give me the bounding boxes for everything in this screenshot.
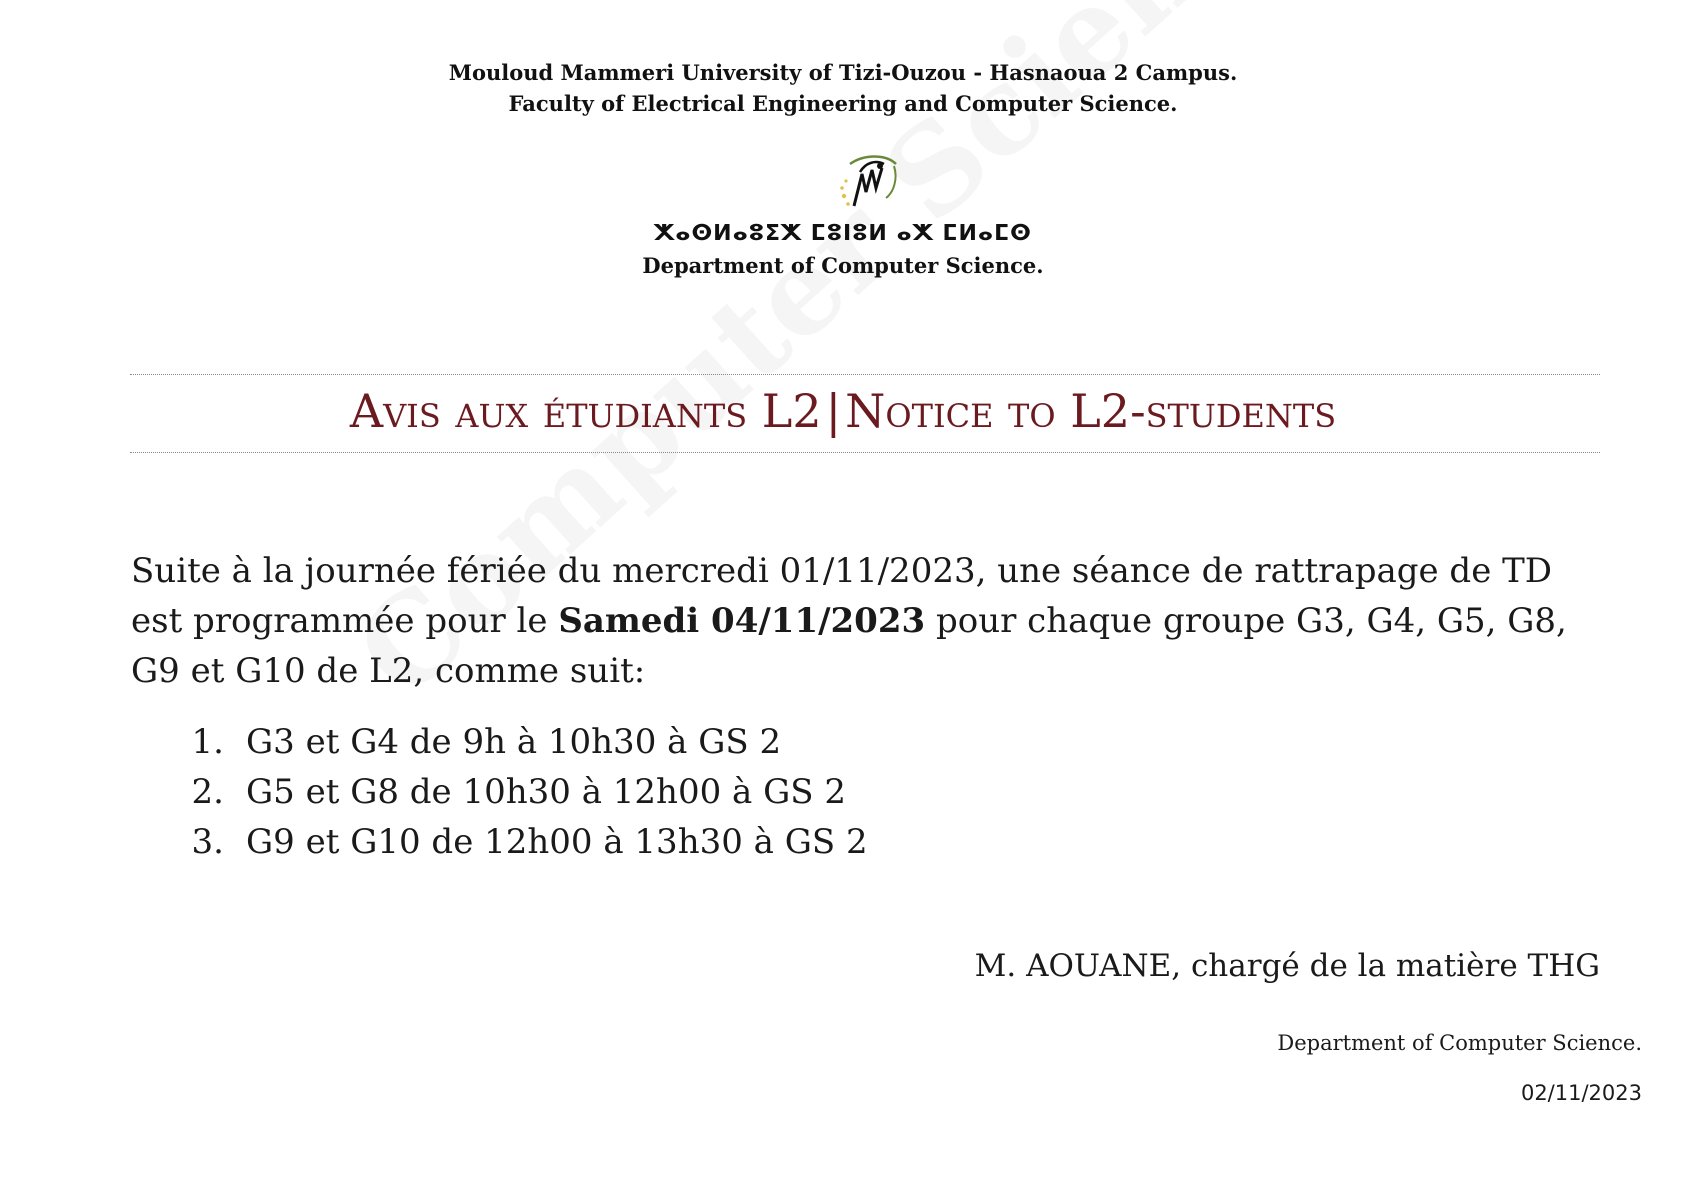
title-french: Avis aux étudiants L2 [349,384,822,438]
schedule-list [160,717,868,867]
title-separator: | [825,384,842,438]
title-rule-bottom [130,452,1600,453]
university-name: Mouloud Mammeri University of Tizi-Ouzou - Hasnaoua 2 Campus. [448,60,1238,85]
faculty-name: Faculty of Electrical Engineering and Computer Science. [508,91,1178,116]
title-english: Notice to L2-students [845,384,1337,438]
university-logo-icon [836,152,900,212]
list-item-text: G5 et G8 de 10h30 à 12h00 à GS 2 [246,772,846,812]
notice-intro-continued: pour chaque groupe G3, G4, G5, G8, G9 et G10 de L2, comme suit: [131,601,1567,691]
notice-title [0,384,1686,438]
footer-department: Department of Computer Science. [1277,1031,1642,1055]
tifinagh-department-name: ⵅⴰⵙⵍⴰⵓⵉⵅ ⵎⵓⵏⵓⵍ ⴰⵅ ⵎⵍⴰⵎⵙ [654,221,1032,246]
signature: M. AOUANE, chargé de la matière THG [974,948,1600,984]
list-item [160,717,868,767]
list-item-number: 1. [191,722,224,762]
notice-paragraph [131,546,1601,696]
list-item-number: 3. [191,822,224,862]
department-name: Department of Computer Science. [642,253,1044,278]
list-item-number: 2. [191,772,224,812]
list-item-text: G3 et G4 de 9h à 10h30 à GS 2 [246,722,782,762]
makeup-session-date: Samedi 04/11/2023 [558,601,926,641]
list-item [160,767,868,817]
list-item-text: G9 et G10 de 12h00 à 13h30 à GS 2 [246,822,868,862]
list-item [160,817,868,867]
footer-date: 02/11/2023 [1520,1081,1642,1105]
notice-intro: Suite à la journée fériée du mercredi 01/11/2023, une séance de rattrapage de TD est programmée pour le [131,551,1553,641]
title-rule-top [130,374,1600,375]
